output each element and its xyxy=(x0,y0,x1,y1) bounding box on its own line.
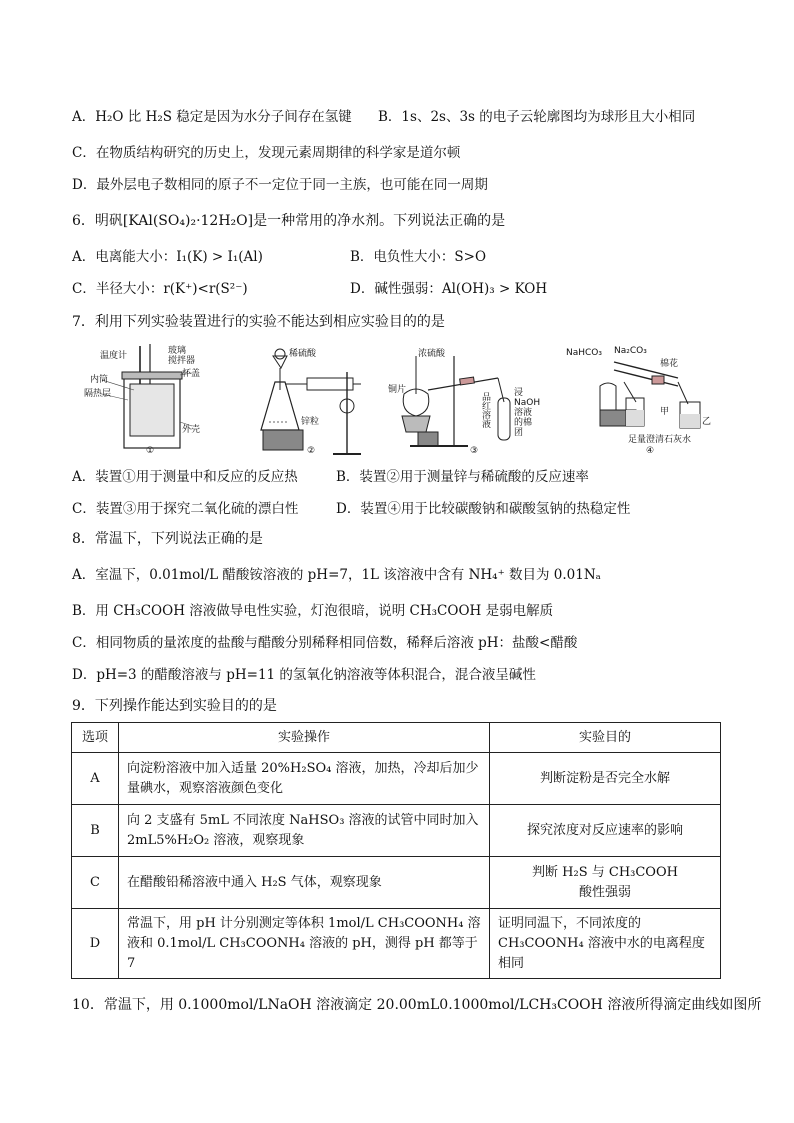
q8-option-d: D．pH=3 的醋酸溶液与 pH=11 的氢氧化钠溶液等体积混合，混合液呈碱性 xyxy=(72,667,536,683)
q7-option-b: B．装置②用于测量锌与稀硫酸的反应速率 xyxy=(336,469,589,485)
apparatus-2-reaction-rate xyxy=(255,342,370,460)
q7-option-a: A．装置①用于测量中和反应的反应热 xyxy=(72,469,298,485)
label-cotton: 棉花 xyxy=(660,359,679,369)
q8-option-a: A．室温下，0.01mol/L 醋酸铵溶液的 pH=7，1L 该溶液中含有 NH₄⁺ 数目为 0.01Nₐ xyxy=(72,567,601,583)
q5-option-b: B．1s、2s、3s 的电子云轮廓图均为球形且大小相同 xyxy=(378,109,696,125)
q6-stem: 6．明矾[KAl(SO₄)₂·12H₂O]是一种常用的净水剂。下列说法正确的是 xyxy=(72,213,506,229)
q8-option-c: C．相同物质的量浓度的盐酸与醋酸分别稀释相同倍数，稀释后溶液 pH：盐酸<醋酸 xyxy=(72,635,578,651)
figure-number-4: ④ xyxy=(646,446,655,456)
label-stirrer: 玻璃 搅拌器 xyxy=(168,346,196,366)
row-option: C xyxy=(72,857,119,909)
q5-option-c: C．在物质结构研究的历史上，发现元素周期律的科学家是道尔顿 xyxy=(72,145,461,161)
table-row xyxy=(72,805,721,857)
label-inner-cylinder: 内筒 xyxy=(90,375,109,385)
label-limewater: 足量澄清石灰水 xyxy=(628,435,692,445)
q5-option-d: D．最外层电子数相同的原子不一定位于同一主族，也可能在同一周期 xyxy=(72,177,488,193)
figure-number-2: ② xyxy=(307,446,316,456)
apparatus-3-so2-bleaching xyxy=(388,342,541,460)
label-concentrated-sulfuric-acid: 浓硫酸 xyxy=(418,349,446,359)
figure-number-3: ③ xyxy=(470,446,479,456)
q7-option-c: C．装置③用于探究二氧化硫的漂白性 xyxy=(72,501,299,517)
row-purpose: 判断淀粉是否完全水解 xyxy=(490,753,721,805)
label-copper-sheet: 铜片 xyxy=(388,385,407,395)
label-na2co3: Na₂CO₃ xyxy=(614,346,647,356)
table-row xyxy=(72,909,721,979)
q10-stem: 10．常温下，用 0.1000mol/LNaOH 溶液滴定 20.00mL0.1000mol/LCH₃COOH 溶液所得滴定曲线如图所 xyxy=(72,997,762,1013)
header-purpose: 实验目的 xyxy=(490,723,721,753)
label-zinc-granules: 锌粒 xyxy=(301,417,320,427)
row-option: A xyxy=(72,753,119,805)
q9-stem: 9．下列操作能达到实验目的的是 xyxy=(72,698,277,714)
row-operation: 常温下，用 pH 计分别测定等体积 1mol/L CH₃COONH₄ 溶液和 0.1mol/L CH₃COONH₄ 溶液的 pH，测得 pH 都等于 7 xyxy=(119,909,490,979)
apparatus-1-calorimeter xyxy=(82,342,212,460)
label-beaker-jia: 甲 xyxy=(660,407,670,417)
q9-table xyxy=(71,722,721,979)
q8-stem: 8．常温下，下列说法正确的是 xyxy=(72,531,263,547)
label-shell: 外壳 xyxy=(182,425,201,435)
q7-option-d: D．装置④用于比较碳酸钠和碳酸氢钠的热稳定性 xyxy=(336,501,631,517)
q6-option-c: C．半径大小：r(K⁺)<r(S²⁻) xyxy=(72,281,248,297)
label-magenta-solution: 品红溶液 xyxy=(482,393,492,430)
q6-option-d: D．碱性强弱：Al(OH)₃ > KOH xyxy=(350,281,548,297)
table-header-row xyxy=(72,723,721,753)
label-insulation: 隔热层 xyxy=(84,389,112,399)
table-row xyxy=(72,753,721,805)
q6-option-a: A．电离能大小：I₁(K) > I₁(Al) xyxy=(72,249,263,265)
label-dilute-sulfuric-acid: 稀硫酸 xyxy=(289,349,317,359)
header-operation: 实验操作 xyxy=(119,723,490,753)
label-lid: 杯盖 xyxy=(182,369,201,379)
q6-option-b: B．电负性大小：S>O xyxy=(350,249,487,265)
q5-option-a: A．H₂O 比 H₂S 稳定是因为水分子间存在氢键 xyxy=(72,109,352,125)
row-purpose: 探究浓度对反应速率的影响 xyxy=(490,805,721,857)
q7-stem: 7．利用下列实验装置进行的实验不能达到相应实验目的的是 xyxy=(72,314,445,330)
q8-option-b: B．用 CH₃COOH 溶液做导电性实验，灯泡很暗，说明 CH₃COOH 是弱电解质 xyxy=(72,603,554,619)
figure-number-1: ① xyxy=(146,446,155,456)
row-purpose: 判断 H₂S 与 CH₃COOH 酸性强弱 xyxy=(490,857,721,909)
label-thermometer: 温度计 xyxy=(100,351,128,361)
row-option: D xyxy=(72,909,119,979)
row-operation: 在醋酸铅稀溶液中通入 H₂S 气体，观察现象 xyxy=(119,857,490,909)
header-option: 选项 xyxy=(72,723,119,753)
row-operation: 向淀粉溶液中加入适量 20%H₂SO₄ 溶液，加热，冷却后加少量碘水，观察溶液颜色变化 xyxy=(119,753,490,805)
row-purpose: 证明同温下，不同浓度的 CH₃COONH₄ 溶液中水的电离程度相同 xyxy=(490,909,721,979)
label-naoh-cotton: 浸NaOH溶液的棉团 xyxy=(514,388,541,438)
row-operation: 向 2 支盛有 5mL 不同浓度 NaHSO₃ 溶液的试管中同时加入 2mL5%H₂O₂ 溶液，观察现象 xyxy=(119,805,490,857)
apparatus-4-carbonate-stability xyxy=(560,342,710,460)
row-option: B xyxy=(72,805,119,857)
table-row xyxy=(72,857,721,909)
label-nahco3: NaHCO₃ xyxy=(566,348,602,358)
label-beaker-yi: 乙 xyxy=(702,417,712,427)
